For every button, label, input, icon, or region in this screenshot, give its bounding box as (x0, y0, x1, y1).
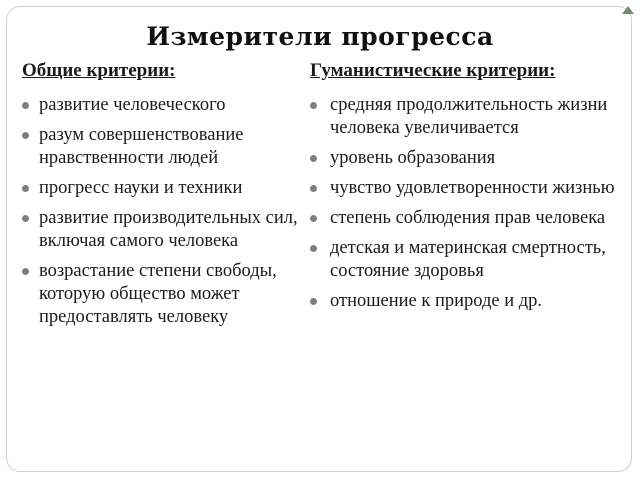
list-item-text: развитие производительных сил, включая самого человека (39, 208, 298, 251)
list-item (22, 207, 312, 253)
list-item (22, 260, 312, 329)
general-criteria-column (22, 60, 312, 336)
bullet-icon (22, 102, 29, 109)
list-item-text: степень соблюдения прав человека (330, 208, 606, 228)
page-title: Измерители прогресса (146, 22, 494, 51)
bullet-icon (310, 155, 317, 162)
humanistic-criteria-heading: Гуманистические критерии: (310, 60, 556, 81)
bullet-icon (22, 215, 29, 222)
bullet-icon (310, 245, 317, 252)
general-criteria-heading: Общие критерии: (22, 60, 176, 81)
list-item-text: разум совершенствование нравственности людей (39, 125, 244, 168)
bullet-icon (22, 185, 29, 192)
general-criteria-list (22, 94, 312, 329)
list-item (310, 237, 626, 283)
humanistic-criteria-column (310, 60, 626, 320)
list-item-text: детская и материнская смертность, состояние здоровья (330, 238, 606, 281)
list-item-text: уровень образования (330, 148, 496, 168)
list-item-text: средняя продолжительность жизни человека увеличивается (330, 95, 608, 138)
list-item-text: развитие человеческого (39, 95, 226, 115)
list-item-text: чувство удовлетворенности жизнью (330, 178, 615, 198)
bullet-icon (310, 215, 317, 222)
bullet-icon (310, 102, 317, 109)
bullet-icon (310, 298, 317, 305)
list-item (22, 94, 312, 117)
list-item (22, 124, 312, 170)
list-item (22, 177, 312, 200)
bullet-icon (22, 132, 29, 139)
list-item (310, 290, 626, 313)
triangle-icon (622, 6, 634, 14)
list-item (310, 207, 626, 230)
list-item (310, 177, 626, 200)
bullet-icon (310, 185, 317, 192)
humanistic-criteria-list (310, 94, 626, 313)
list-item-text: прогресс науки и техники (39, 178, 243, 198)
list-item-text: отношение к природе и др. (330, 291, 543, 311)
list-item-text: возрастание степени свободы, которую общество может предоставлять человеку (39, 261, 277, 327)
list-item (310, 147, 626, 170)
bullet-icon (22, 268, 29, 275)
list-item (310, 94, 626, 140)
